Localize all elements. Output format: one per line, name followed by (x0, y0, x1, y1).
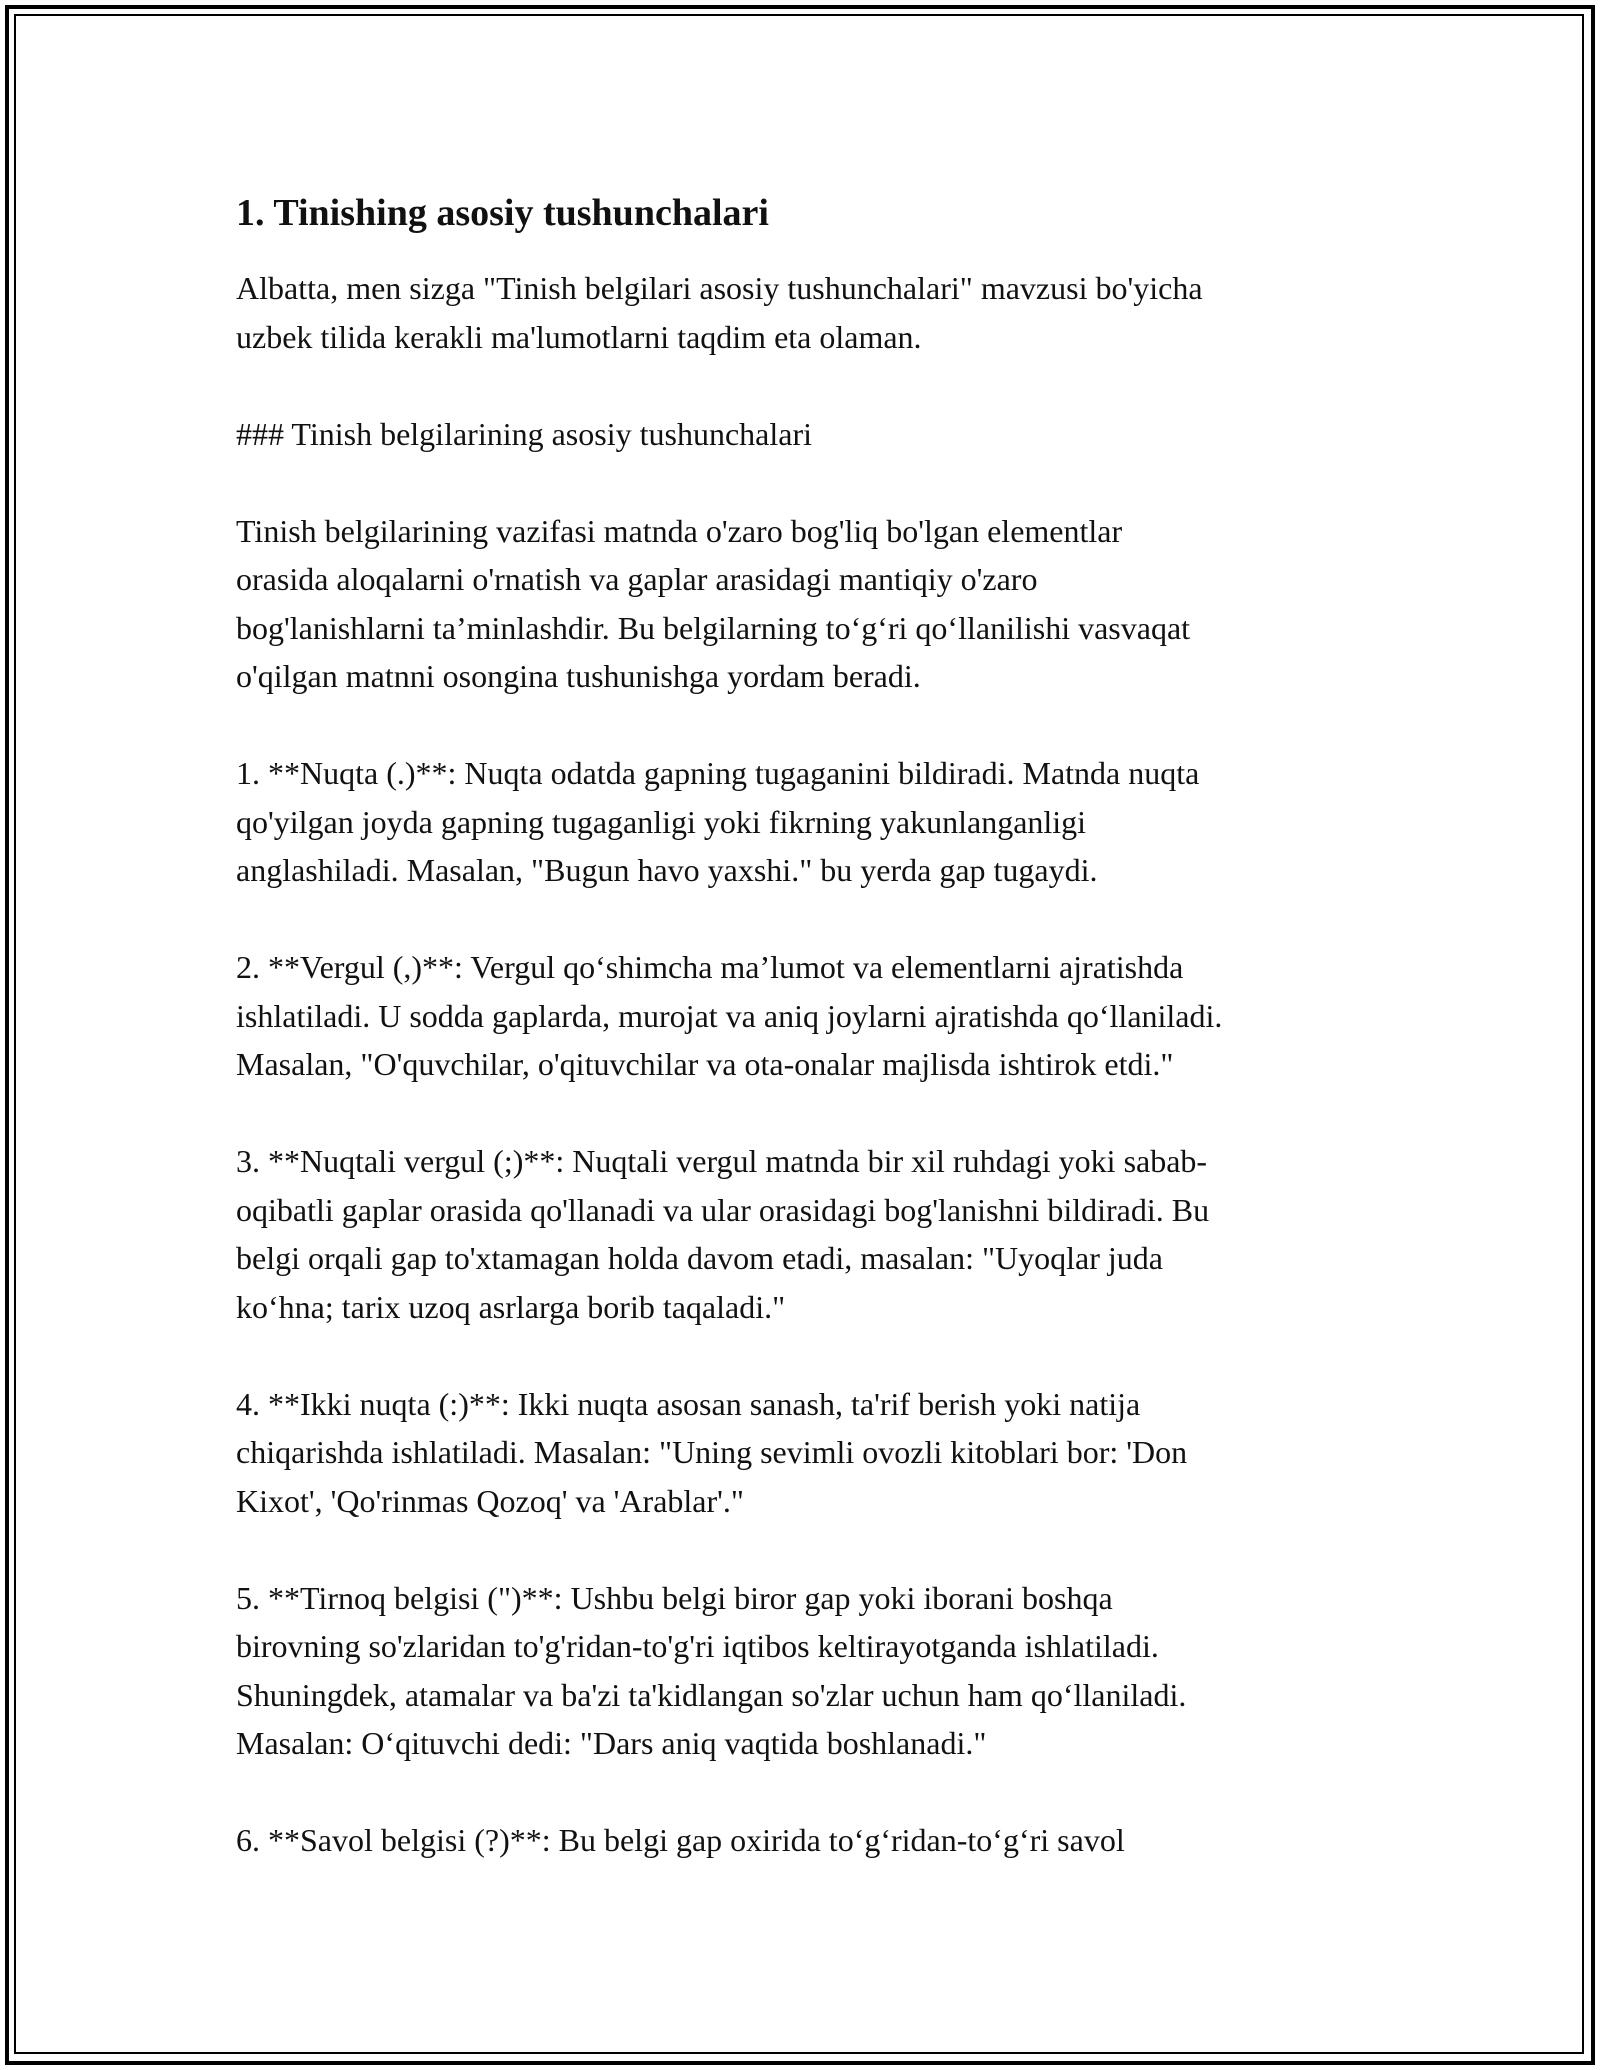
document-body (236, 188, 1366, 1913)
paragraph-intro: Albatta, men sizga "Tinish belgilari asosiy tushunchalari" mavzusi bo'yicha uzbek tilida kerakli ma'lumotlarni taqdim eta olaman. (236, 270, 1203, 355)
paragraph-subheading: ### Tinish belgilarining asosiy tushunchalari (236, 415, 812, 452)
document-title: 1. Tinishing asosiy tushunchalari (236, 192, 769, 234)
paragraph-purpose: Tinish belgilarining vazifasi matnda o'zaro bog'liq bo'lgan elementlar orasida aloqalarni o'rnatish va gaplar arasidagi mantiqiy o'zaro bog'lanishlarni ta’minlashdir. Bu belgilarning to‘g‘ri qo‘llanilishi vasvaqat o'qilgan matnni osongina tushunishga yordam beradi. (236, 512, 1191, 694)
list-item-ikki-nuqta: 4. **Ikki nuqta (:)**: Ikki nuqta asosan sanash, ta'rif berish yoki natija chiqarishda ishlatiladi. Masalan: "Uning sevimli ovozli kitoblari bor: 'Don Kixot', 'Qo'rinmas Qozoq' va 'Arablar'." (236, 1385, 1188, 1519)
list-item-nuqtali-vergul: 3. **Nuqtali vergul (;)**: Nuqtali vergul matnda bir xil ruhdagi yoki sabab- oqibatli gaplar orasida qo'llanadi va ular orasidagi bog'lanishni bildiradi. Bu belgi orqali gap to'xtamagan holda davom etadi, masalan: "Uyoqlar juda ko‘hna; tarix uzoq asrlarga borib taqaladi." (236, 1143, 1210, 1325)
list-item-nuqta: 1. **Nuqta (.)**: Nuqta odatda gapning tugaganini bildiradi. Matnda nuqta qo'yilgan joyda gapning tugaganligi yoki fikrning yakunlanganligi anglashiladi. Masalan, "Bugun havo yaxshi." bu yerda gap tugaydi. (236, 755, 1200, 888)
list-item-tirnoq-belgisi: 5. **Tirnoq belgisi (")**: Ushbu belgi biror gap yoki iborani boshqa birovning so'zlaridan to'g'ridan-to'g'ri iqtibos keltirayotganda ishlatiladi. Shuningdek, atamalar va ba'zi ta'kidlangan so'zlar uchun ham qo‘llaniladi. Masalan: O‘qituvchi dedi: "Dars aniq vaqtida boshlanadi." (236, 1579, 1187, 1761)
list-item-vergul: 2. **Vergul (,)**: Vergul qo‘shimcha ma’lumot va elementlarni ajratishda ishlatiladi. U sodda gaplarda, murojat va aniq joylarni ajratishda qo‘llaniladi. Masalan, "O'quvchilar, o'qituvchilar va ota-onalar majlisda ishtirok etdi." (236, 949, 1223, 1082)
list-item-savol-belgisi: 6. **Savol belgisi (?)**: Bu belgi gap oxirida to‘g‘ridan-to‘g‘ri savol (236, 1822, 1125, 1858)
